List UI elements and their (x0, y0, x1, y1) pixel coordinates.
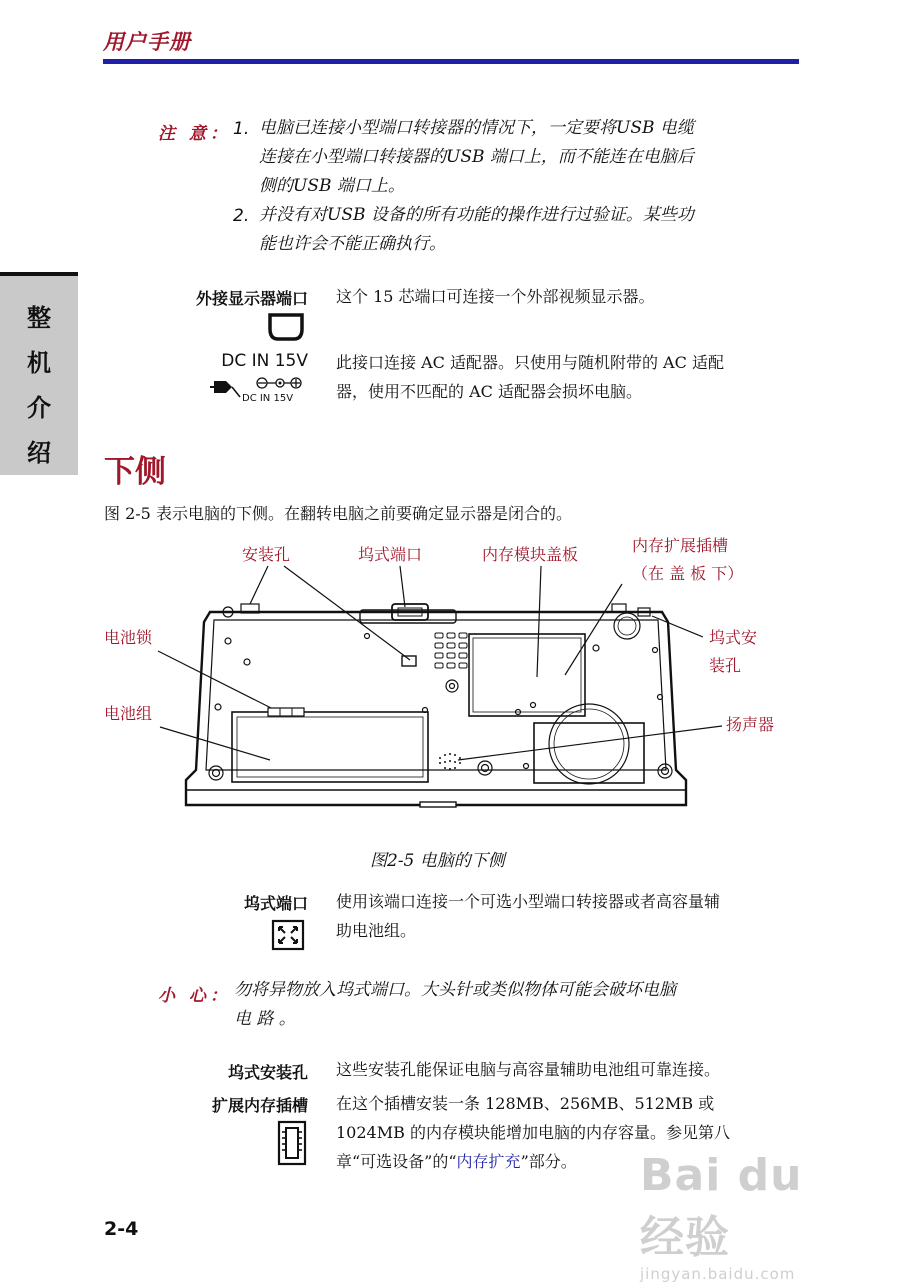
memory-slot-line-prefix: 章“可选设备”的“ (336, 1152, 457, 1171)
side-tab-char: 整 (27, 304, 51, 332)
note-item-number: 2. (233, 206, 250, 226)
caution-text (234, 976, 676, 1034)
memory-slot-term: 扩展内存插槽 (211, 1096, 308, 1115)
watermark-main: Bai du 经验 (640, 1150, 803, 1263)
callout-speaker: 扬声器 (726, 715, 775, 734)
memory-slot-line-suffix: ”部分。 (520, 1152, 577, 1171)
section-intro: 图 2-5 表示电脑的下侧。在翻转电脑之前要确定显示器是闭合的。 (104, 504, 572, 523)
memory-slot-line: 在这个插槽安装一条 128MB、256MB、512MB 或 (336, 1094, 715, 1113)
dc-in-desc-line: 器，使用不匹配的 AC 适配器会损坏电脑。 (336, 382, 642, 401)
dock-port-desc-line: 助电池组。 (336, 921, 417, 940)
monitor-port-desc: 这个 15 芯端口可连接一个外部视频显示器。 (336, 287, 655, 306)
caution-label: 小 心： (158, 986, 231, 1006)
dock-mount-desc: 这些安装孔能保证电脑与高容量辅助电池组可靠连接。 (336, 1060, 721, 1079)
callout-line: 装孔 (709, 656, 742, 675)
callout-battery-pack: 电池组 (104, 704, 153, 723)
callout-line: 内存扩展插槽 (632, 536, 729, 555)
note-line: 能也许会不能正确执行。 (259, 234, 446, 254)
monitor-port-term: 外接显示器端口 (195, 289, 308, 308)
callout-line: （在 盖 板 下） (632, 564, 744, 583)
caution-line: 电 路 。 (234, 1009, 296, 1029)
note-line: 电脑已连接小型端口转接器的情况下，一定要将USB 电缆 (259, 118, 694, 138)
callout-mount-hole: 安装孔 (242, 545, 291, 564)
dock-mount-term: 坞式安装孔 (227, 1063, 308, 1082)
dc-in-icon-label: DC IN 15V (242, 393, 294, 404)
watermark-sub: jingyan.baidu.com (640, 1265, 796, 1283)
side-tab-char: 介 (27, 394, 51, 422)
figure-caption: 图2-5 电脑的下侧 (370, 851, 505, 871)
section-title: 下侧 (104, 454, 166, 490)
baidu-watermark (640, 1150, 860, 1283)
callout-line: 坞式安 (709, 628, 758, 647)
page-header-title: 用户手册 (103, 30, 191, 54)
memory-slot-line: 1024MB 的内存模块能增加电脑的内存容量。参见第八 (336, 1123, 730, 1142)
dc-in-term: DC IN 15V (221, 351, 308, 371)
note-item-number: 1. (233, 119, 250, 139)
note-label: 注 意： (158, 124, 231, 144)
memory-expansion-link[interactable]: 内存扩充 (456, 1152, 521, 1171)
dc-in-desc-line: 此接口连接 AC 适配器。只使用与随机附带的 AC 适配 (336, 353, 724, 372)
dock-port-desc (336, 887, 720, 945)
note-line: 侧的USB 端口上。 (259, 176, 405, 196)
note-line: 并没有对USB 设备的所有功能的操作进行过验证。某些功 (259, 205, 694, 225)
dock-port-icon (271, 919, 305, 951)
side-tab-char: 机 (27, 349, 51, 377)
callout-memory-cover: 内存模块盖板 (482, 545, 579, 564)
side-tab-char: 绍 (27, 439, 51, 467)
dock-port-desc-line: 使用该端口连接一个可选小型端口转接器或者高容量辅 (336, 892, 721, 911)
caution-line: 勿将异物放入坞式端口。大头针或类似物体可能会破坏电脑 (234, 980, 676, 1000)
note-line: 连接在小型端口转接器的USB 端口上，而不能连在电脑后 (259, 147, 694, 167)
memory-slot-icon (277, 1120, 307, 1166)
dock-port-term: 坞式端口 (243, 894, 308, 913)
callout-dock-port: 坞式端口 (358, 545, 423, 564)
callout-battery-lock: 电池锁 (104, 628, 153, 647)
page-number: 2-4 (104, 1218, 139, 1240)
